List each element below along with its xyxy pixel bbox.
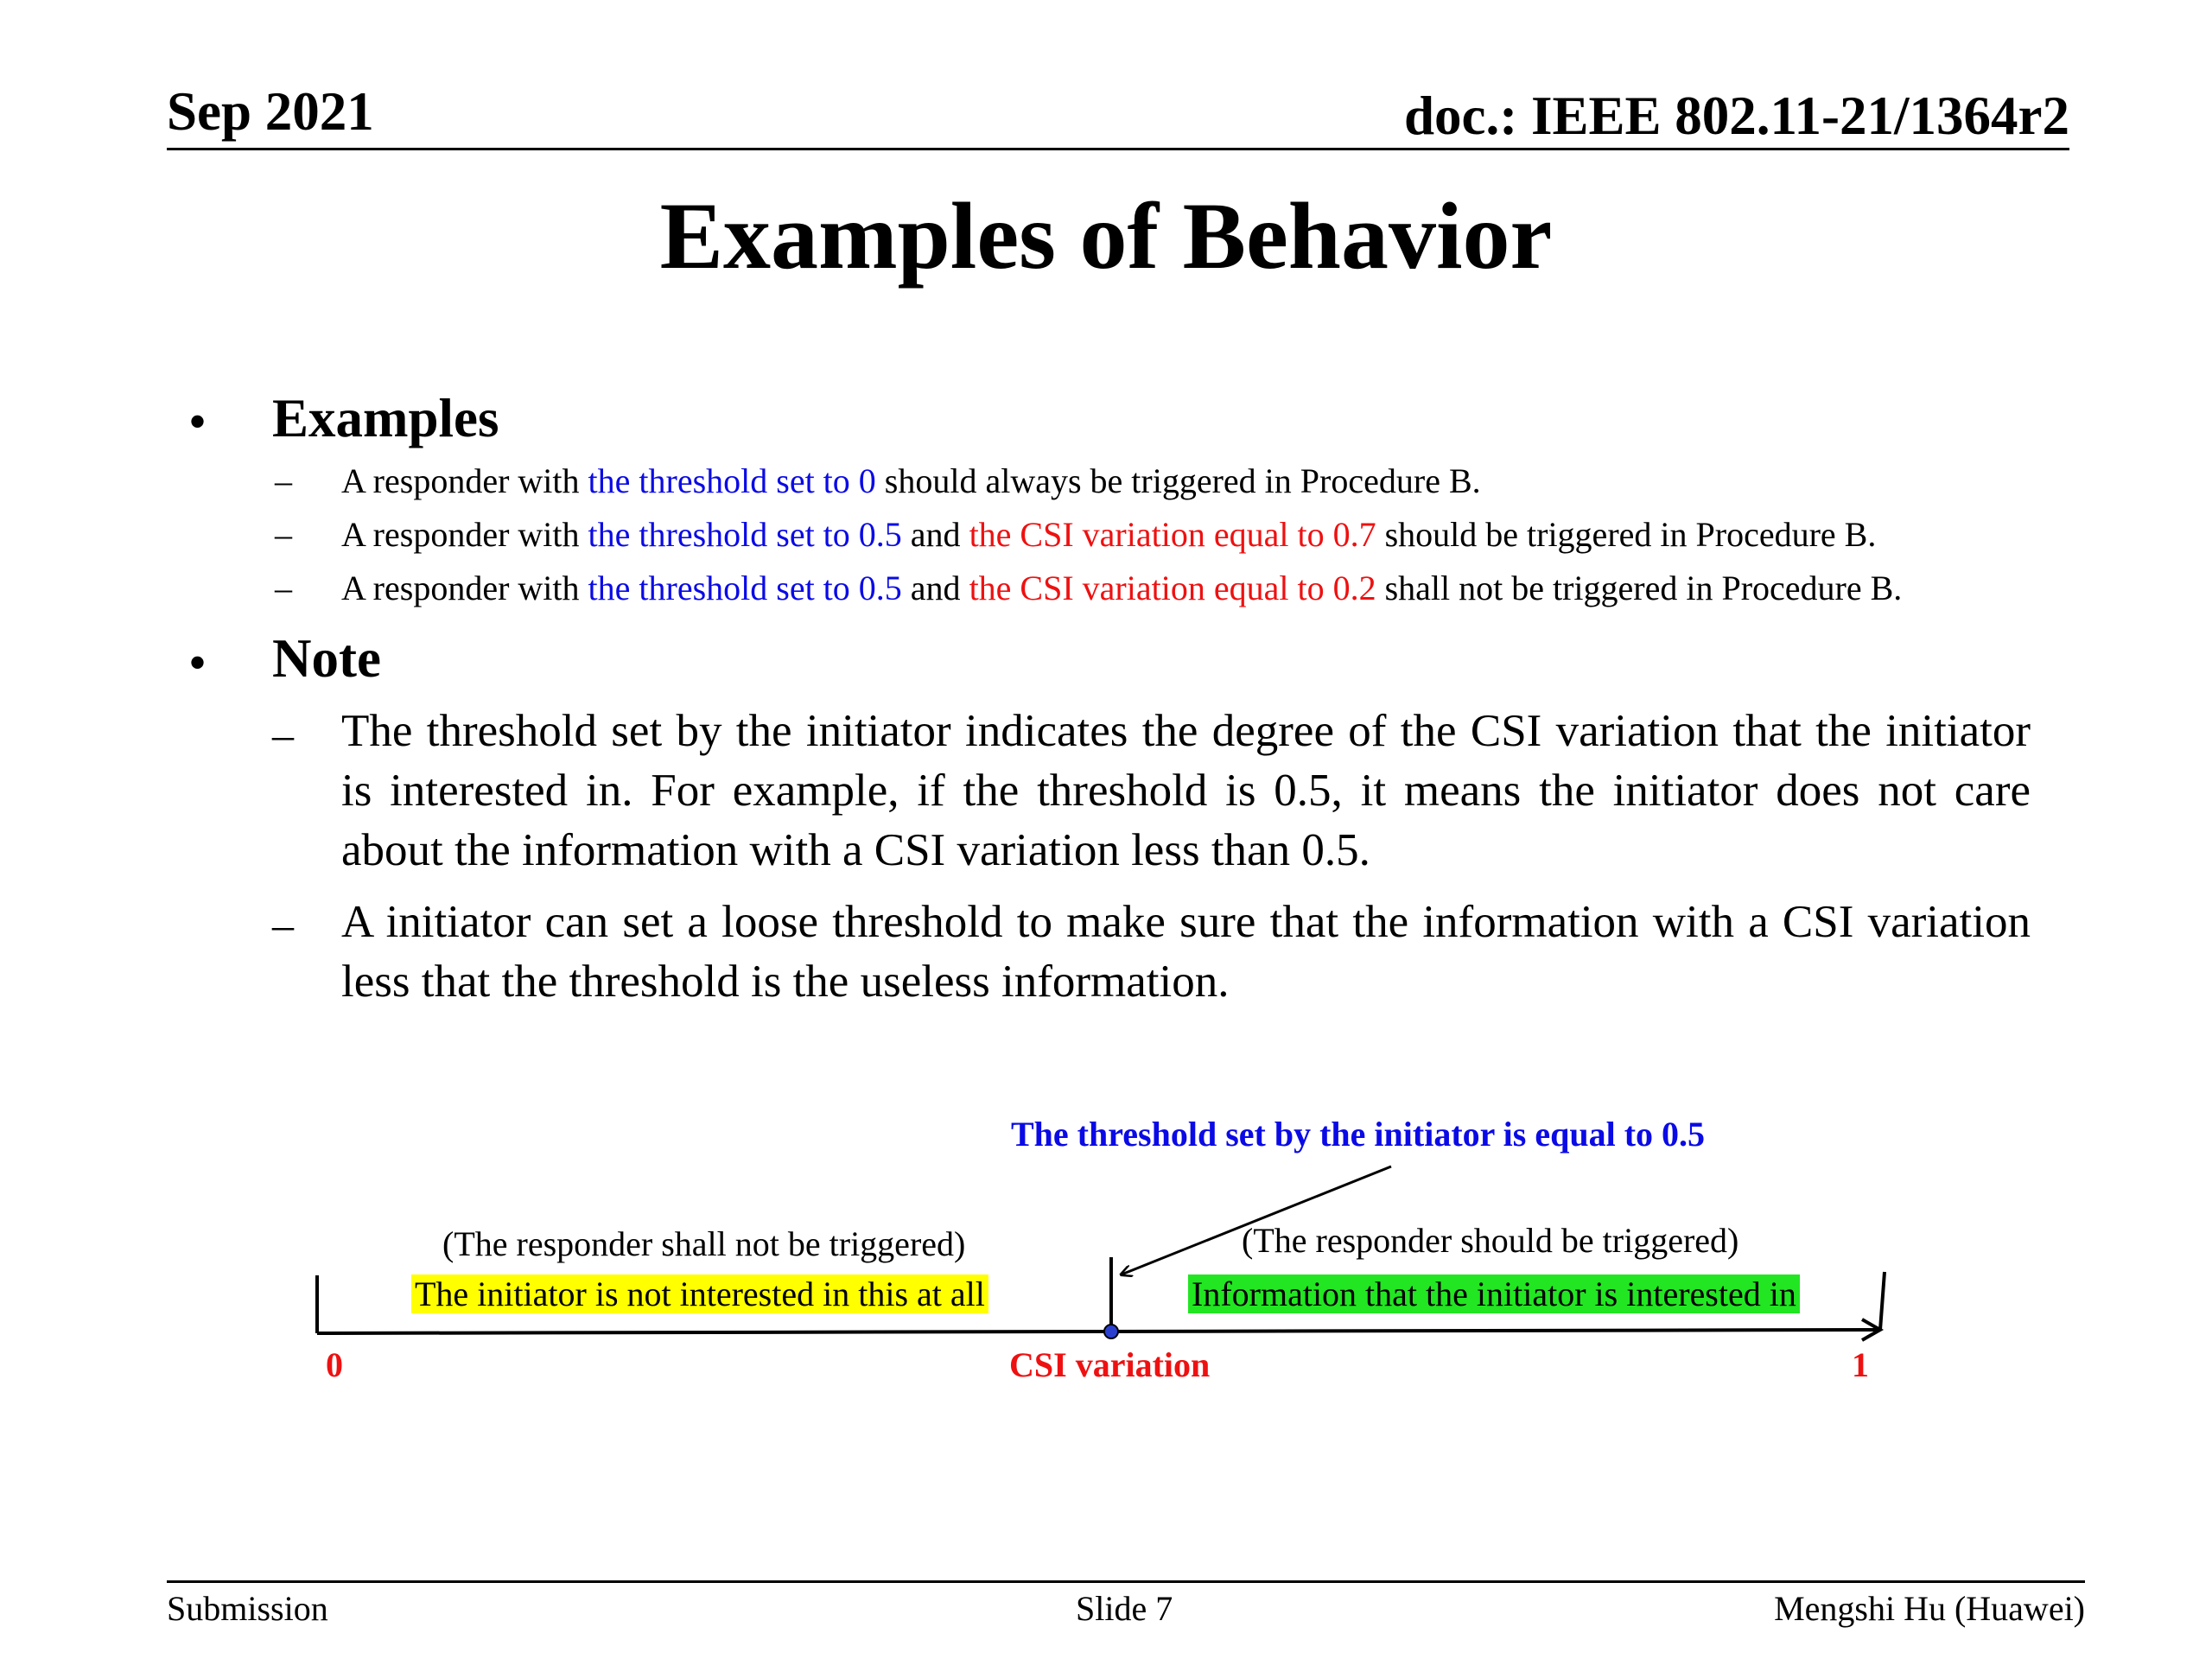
footer-submission: Submission bbox=[167, 1589, 328, 1628]
example-3-csi: the CSI variation equal to 0.2 bbox=[969, 569, 1376, 607]
axis-right-tick bbox=[1880, 1272, 1885, 1330]
dash-1: – bbox=[275, 461, 292, 500]
dash-2: – bbox=[275, 515, 292, 554]
axis-title-label bbox=[1009, 1345, 1211, 1384]
bullet-examples: • bbox=[188, 393, 207, 450]
axis-max-label bbox=[1852, 1345, 1869, 1384]
bullet-note: • bbox=[188, 634, 207, 691]
dash-note-2: – bbox=[272, 900, 294, 949]
example-2-text-a: A responder with bbox=[341, 515, 588, 554]
example-1-text-a: A responder with bbox=[341, 461, 588, 500]
note-heading: Note bbox=[272, 628, 381, 689]
dash-note-1: – bbox=[272, 710, 294, 759]
left-highlight-wrap bbox=[411, 1274, 988, 1313]
example-3-text-b: and bbox=[901, 569, 969, 607]
threshold-label-text: The threshold set by the initiator is equal to 0.5 bbox=[1011, 1115, 1706, 1154]
example-2-text-c: should be triggered in Procedure B. bbox=[1376, 515, 1877, 554]
axis-min-text: 0 bbox=[326, 1345, 343, 1384]
example-3-threshold: the threshold set to 0.5 bbox=[588, 569, 902, 607]
threshold-point bbox=[1104, 1325, 1118, 1338]
example-2-csi: the CSI variation equal to 0.7 bbox=[969, 515, 1376, 554]
examples-heading: Examples bbox=[272, 388, 499, 448]
axis-line bbox=[317, 1330, 1877, 1333]
axis-min-label bbox=[326, 1345, 343, 1384]
example-2-threshold: the threshold set to 0.5 bbox=[588, 515, 902, 554]
right-caption: (The responder should be triggered) bbox=[1242, 1221, 1739, 1260]
footer-author: Mengshi Hu (Huawei) bbox=[1774, 1589, 2085, 1628]
footer-rule bbox=[167, 1580, 2085, 1583]
note-item-1: The threshold set by the initiator indicates the degree of the CSI variation that the initiator is interested in. For example, if the threshold is 0.5, it means the initiator does not care about the information with a CSI variation less than 0.5. bbox=[341, 706, 2031, 875]
right-highlight: Information that the initiator is interested in bbox=[1188, 1274, 1800, 1313]
example-2-text-b: and bbox=[901, 515, 969, 554]
example-1-text-b: should always be triggered in Procedure B. bbox=[875, 461, 1481, 500]
example-3-text-a: A responder with bbox=[341, 569, 588, 607]
slide-title: Examples of Behavior bbox=[659, 183, 1553, 289]
axis-title-text: CSI variation bbox=[1009, 1345, 1211, 1384]
note-item-2: A initiator can set a loose threshold to make sure that the information with a CSI variation less that the threshold is the useless information. bbox=[341, 897, 2031, 1007]
footer-slide-number: Slide 7 bbox=[1076, 1589, 1173, 1628]
dash-3: – bbox=[275, 569, 292, 607]
axis-max-text: 1 bbox=[1852, 1345, 1869, 1384]
threshold-label bbox=[1011, 1117, 1705, 1152]
example-3-text-c: shall not be triggered in Procedure B. bbox=[1376, 569, 1903, 607]
example-1-threshold: the threshold set to 0 bbox=[588, 461, 876, 500]
header-date: Sep 2021 bbox=[167, 81, 374, 142]
header-doc-id: doc.: IEEE 802.11-21/1364r2 bbox=[1403, 86, 2069, 146]
left-highlight: The initiator is not interested in this at all bbox=[411, 1274, 988, 1313]
right-highlight-wrap bbox=[1188, 1274, 1800, 1313]
left-caption: (The responder shall not be triggered) bbox=[442, 1224, 966, 1263]
